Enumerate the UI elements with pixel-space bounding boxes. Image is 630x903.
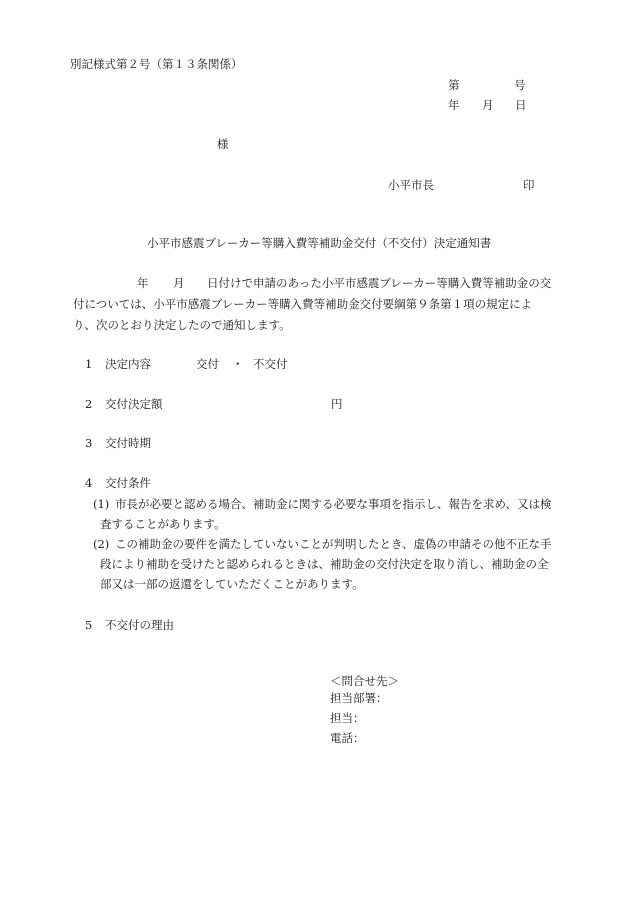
contact-phone: 電話： bbox=[330, 731, 365, 745]
item-1-label: 決定内容 bbox=[105, 357, 151, 371]
condition-2-line-1: この補助金の要件を満たしていないことが判明したとき、虚偽の申請その他不正な手 bbox=[115, 537, 552, 551]
form-id: 別記様式第２号（第１３条関係） bbox=[70, 57, 243, 71]
condition-2-number: (2) bbox=[93, 537, 110, 551]
item-1-option-no-grant: 不交付 bbox=[253, 357, 288, 371]
intro-line-1: 日付けで申請のあった小平市感震ブレーカー等購入費等補助金の交 bbox=[207, 276, 552, 290]
item-2-label: 交付決定額 bbox=[105, 397, 163, 411]
doc-date-month: 月 bbox=[482, 98, 494, 112]
item-3-label: 交付時期 bbox=[105, 436, 151, 450]
item-5-number: 5 bbox=[85, 618, 93, 632]
intro-year: 年 bbox=[137, 276, 149, 290]
addressee-suffix: 様 bbox=[217, 137, 229, 151]
condition-1-line-1: 市長が必要と認める場合、補助金に関する必要な事項を指示し、報告を求め、又は検 bbox=[115, 497, 552, 511]
item-1-separator: ・ bbox=[232, 357, 244, 371]
item-2-unit: 円 bbox=[331, 397, 343, 411]
document-title: 小平市感震ブレーカー等購入費等補助金交付（不交付）決定通知書 bbox=[147, 236, 492, 250]
intro-line-2: 付については、小平市感震ブレーカー等購入費等補助金交付要綱第９条第１項の規定によ bbox=[73, 297, 533, 311]
item-1-number: 1 bbox=[85, 357, 93, 371]
doc-date-day: 日 bbox=[515, 98, 527, 112]
contact-header: ＜問合せ先＞ bbox=[330, 674, 399, 688]
intro-line-3: り、次のとおり決定したので通知します。 bbox=[73, 318, 291, 332]
issuer-seal: 印 bbox=[523, 178, 535, 192]
doc-date-year: 年 bbox=[448, 98, 460, 112]
condition-2-line-3: 部又は一部の返還をしていただくことがあります。 bbox=[100, 577, 364, 591]
doc-number-prefix: 第 bbox=[448, 78, 460, 92]
issuer-name: 小平市長 bbox=[388, 178, 434, 192]
item-2-number: 2 bbox=[85, 397, 93, 411]
item-5-label: 不交付の理由 bbox=[105, 618, 174, 632]
intro-month: 月 bbox=[173, 276, 185, 290]
item-1-option-grant: 交付 bbox=[196, 357, 219, 371]
doc-number-suffix: 号 bbox=[514, 78, 526, 92]
condition-2-line-2: 段により補助を受けたと認められるときは、補助金の交付決定を取り消し、補助金の全 bbox=[100, 557, 549, 571]
item-3-number: 3 bbox=[85, 436, 93, 450]
item-4-label: 交付条件 bbox=[105, 476, 151, 490]
contact-dept: 担当部署： bbox=[330, 691, 388, 705]
item-4-number: 4 bbox=[85, 476, 93, 490]
condition-1-number: (1) bbox=[93, 497, 110, 511]
condition-1-line-2: 査することがあります。 bbox=[100, 517, 226, 531]
contact-person: 担当： bbox=[330, 711, 365, 725]
